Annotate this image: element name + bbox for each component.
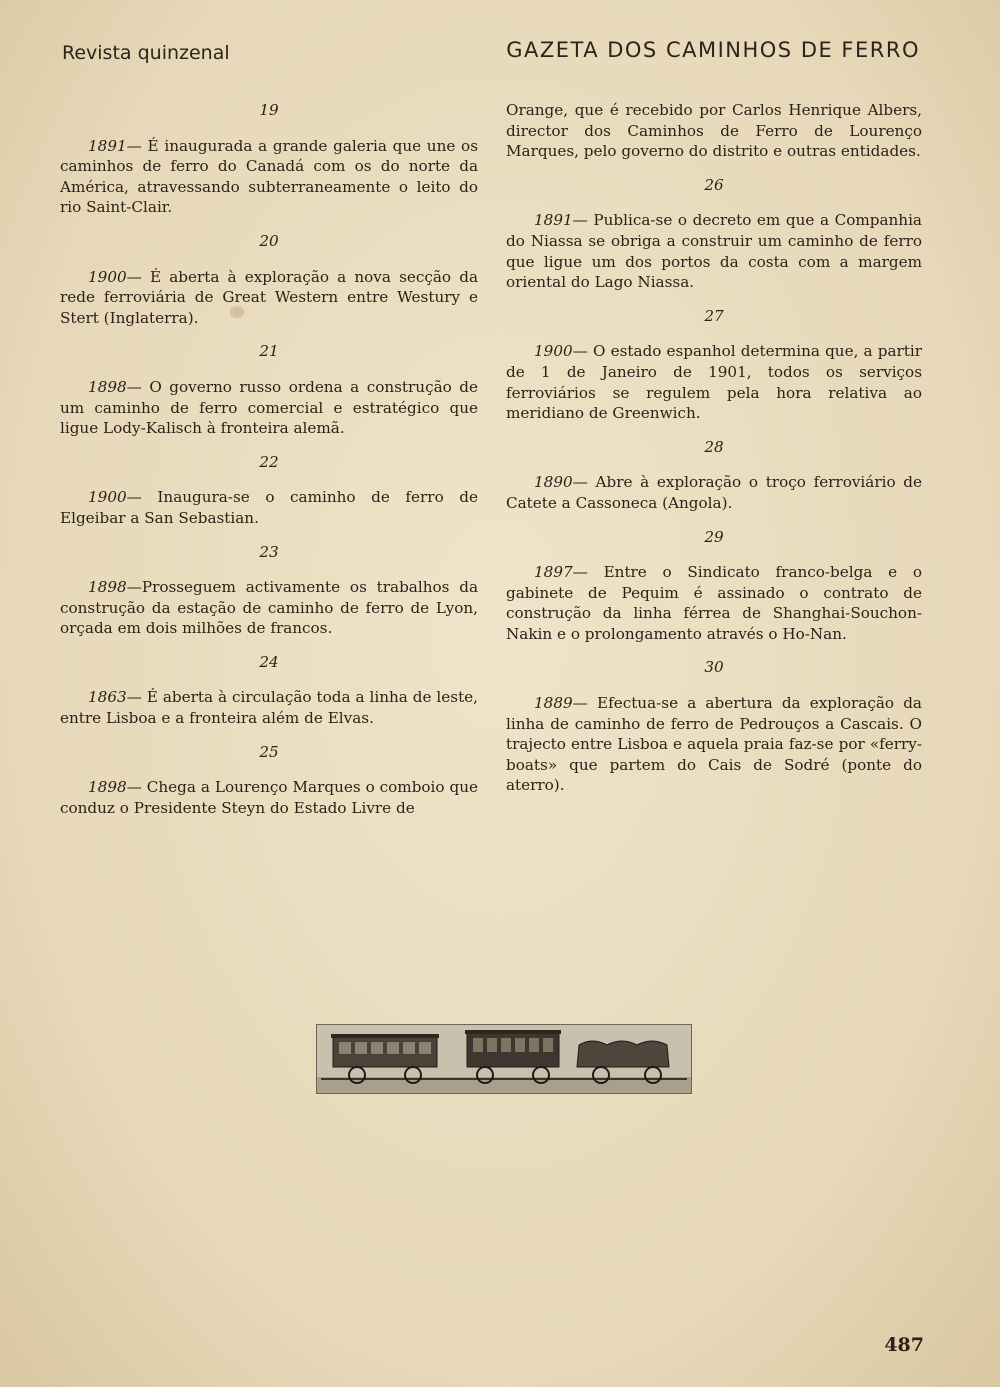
day-number: 22 — [259, 452, 279, 471]
day-number: 27 — [704, 306, 724, 325]
entry-year: 1891 — [534, 211, 573, 230]
day-number: 24 — [259, 652, 279, 671]
entry-text: — Entre o Sindicato franco-belga e o gabinete de Pequim é assinado o contrato de construção da linha férrea de Shanghai-Souchon-Nakin e o prolongamento através o Ho-Nan. — [506, 563, 922, 643]
entry-text: — Abre à exploração o troço ferroviário de Catete a Cassoneca (Angola). — [506, 473, 922, 512]
right-column — [506, 100, 922, 809]
entry-year: 1863 — [88, 688, 127, 707]
entry-text: — Chega a Lourenço Marques o comboio que conduz o Presidente Steyn do Estado Livre de — [60, 778, 478, 817]
entry-year: 1891 — [88, 136, 127, 155]
entry-year: 1898 — [88, 377, 127, 396]
header-left: Revista quinzenal — [62, 42, 230, 64]
train-carriages-photo — [316, 1024, 692, 1094]
entry-year: 1900 — [88, 488, 127, 507]
left-column — [60, 100, 478, 831]
day-number: 30 — [704, 658, 724, 677]
chronology-entry — [506, 472, 922, 513]
entry-text: — É aberta à exploração a nova secção da rede ferroviária de Great Western entre Westury e Stert (Inglaterra). — [60, 267, 478, 327]
chronology-entry — [60, 136, 478, 218]
chronology-entry — [60, 577, 478, 639]
day-number: 28 — [704, 437, 724, 456]
chronology-entry — [60, 267, 478, 329]
day-number: 25 — [259, 742, 279, 761]
entry-text: — É inaugurada a grande galeria que une os caminhos de ferro do Canadá com os do norte da América, atravessando subterraneamente o leito do rio Saint-Clair. — [60, 136, 478, 217]
entry-text: — Efectua-se a abertura da exploração da linha de caminho de ferro de Pedrouços a Cascais. O trajecto entre Lisboa e aquela praia faz-se por «ferry-boats» que partem do Cais de Sodré (ponte do aterro). — [506, 694, 922, 795]
chronology-entry — [60, 377, 478, 439]
chronology-entry — [506, 562, 922, 644]
day-number: 19 — [259, 101, 279, 119]
entry-text: — O estado espanhol determina que, a partir de 1 de Janeiro de 1901, todos os serviços ferroviários se regulem pela hora relativa ao meridiano de Greenwich. — [506, 342, 922, 423]
entry-year: 1897 — [534, 563, 573, 582]
train-illustration — [317, 1025, 691, 1093]
entry-text: — Publica-se o decreto em que a Companhia do Niassa se obriga a construir um caminho de ferro que ligue um dos portos da costa com a margem oriental do Lago Niassa. — [506, 211, 922, 292]
page-number: 487 — [884, 1334, 924, 1356]
entry-year: 1889 — [534, 694, 573, 713]
publication-title: GAZETA DOS CAMINHOS DE FERRO — [506, 38, 920, 62]
entry-year: 1890 — [534, 473, 573, 492]
chronology-entry — [506, 341, 922, 423]
chronology-entry — [60, 487, 478, 528]
day-number: 20 — [259, 231, 279, 250]
entry-year: 1900 — [534, 342, 573, 361]
entry-text: —Prosseguem activamente os trabalhos da construção da estação de caminho de ferro de Lyon, orçada em dois milhões de francos. — [60, 578, 478, 638]
day-number: 29 — [704, 527, 724, 546]
chronology-entry — [60, 687, 478, 728]
day-number: 21 — [259, 342, 279, 361]
entry-text: — Inaugura-se o caminho de ferro de Elgeibar a San Sebastian. — [60, 488, 478, 527]
day-number: 23 — [259, 542, 279, 561]
entry-year: 1900 — [88, 267, 127, 286]
entry-text: — O governo russo ordena a construção de um caminho de ferro comercial e estratégico que ligue Lody-Kalisch à fronteira alemã. — [60, 377, 478, 438]
chronology-entry — [506, 210, 922, 292]
entry-text: — É aberta à circulação toda a linha de leste, entre Lisboa e a fronteira além de Elvas. — [60, 688, 478, 728]
chronology-entry — [60, 777, 478, 818]
entry-year: 1898 — [88, 778, 127, 797]
chronology-entry — [506, 693, 922, 796]
entry-continuation: Orange, que é recebido por Carlos Henrique Albers, director dos Caminhos de Ferro de Lourenço Marques, pelo governo do distrito e outras entidades. — [506, 101, 922, 161]
day-number: 26 — [704, 175, 724, 194]
entry-year: 1898 — [88, 578, 127, 597]
